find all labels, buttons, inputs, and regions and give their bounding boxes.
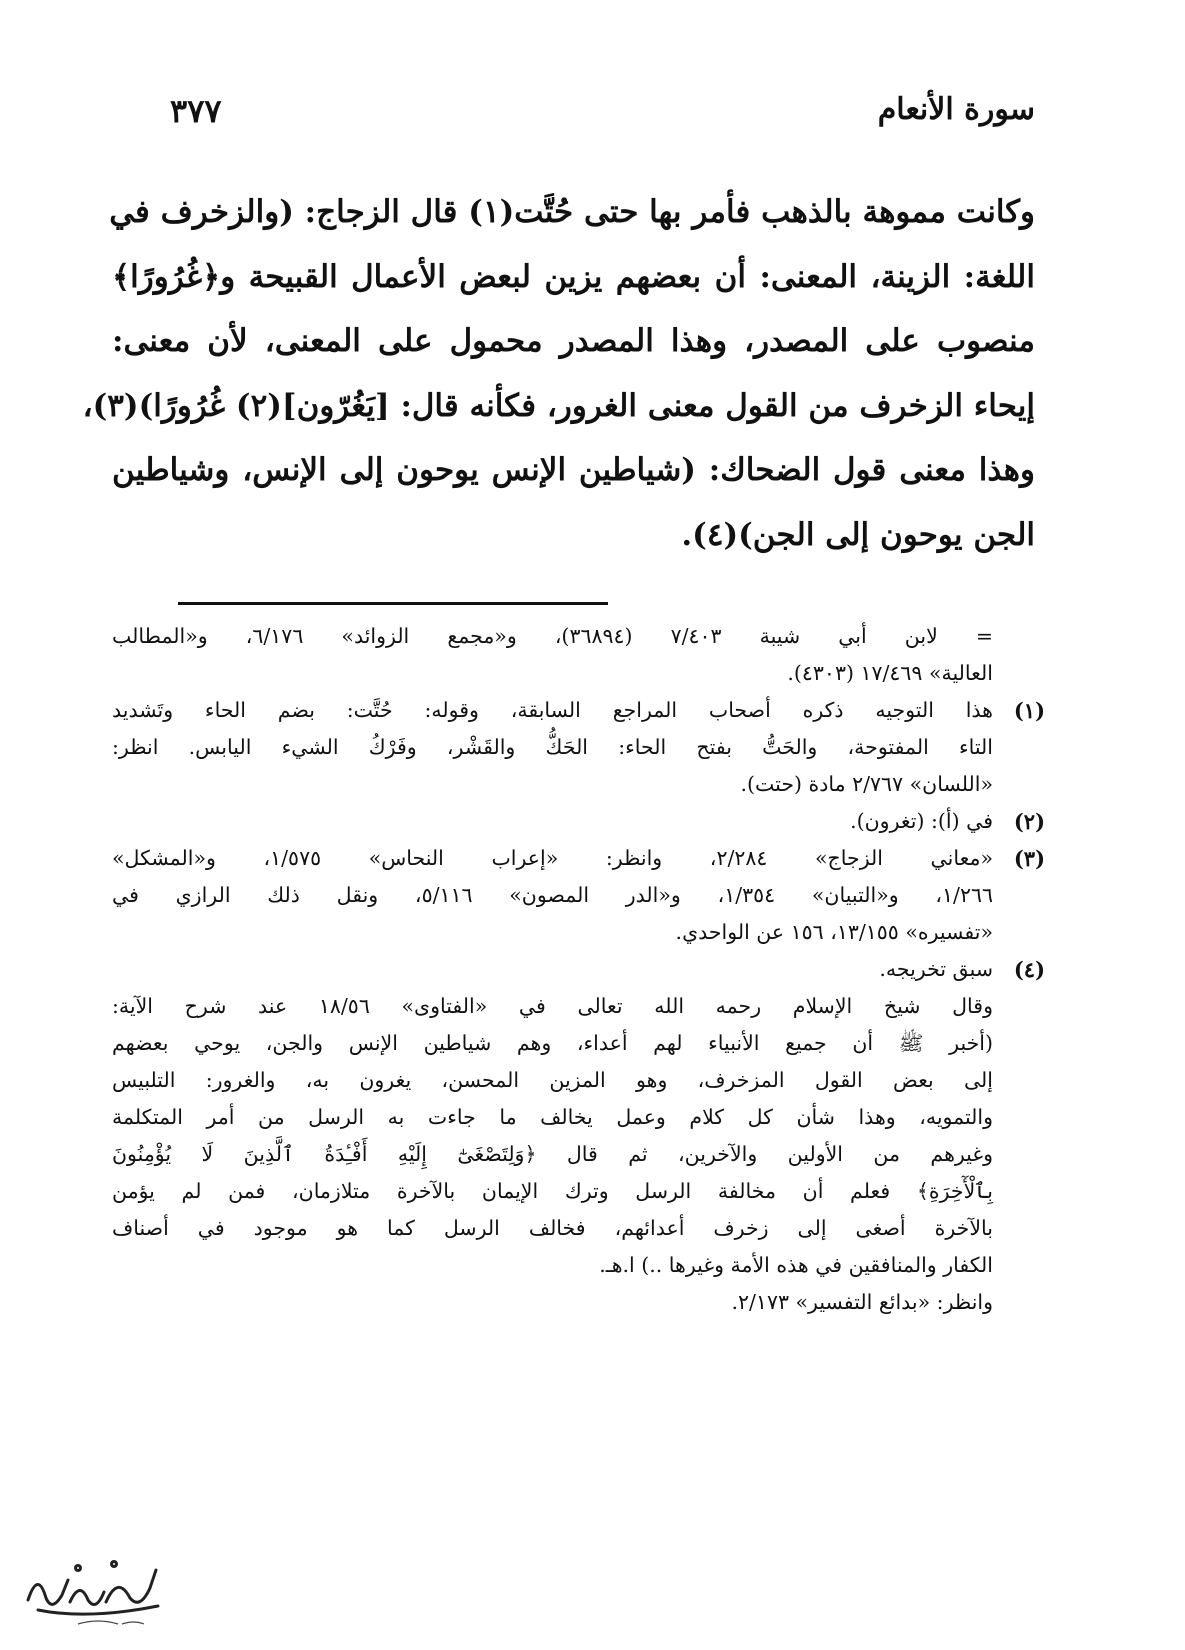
footnote-line: ١/٢٦٦، و«التبيان» ١/٣٥٤، و«الدر المصون» ٥/١١٦، ونقل ذلك الرازي في (112, 883, 993, 907)
page-header (170, 92, 1035, 144)
footnote-number: (٣) (1013, 846, 1045, 871)
footnote-1 (112, 692, 1045, 803)
footnote-line: الكفار والمنافقين في هذه الأمة وغيرها ..) ا.هـ. (599, 1253, 993, 1277)
footnote-line: والتمويه، وهذا شأن كل كلام وعمل يخالف ما جاءت به الرسل من أمر المتكلمة (112, 1105, 993, 1129)
footnote-4-extra (112, 988, 1035, 1321)
footnote-line: سبق تخريجه. (879, 957, 993, 981)
footnote-number: (٢) (1013, 809, 1045, 834)
footnote-line: العالية» ١٧/٤٦٩ (٤٣٠٣). (787, 661, 993, 685)
calligraphy-logo-icon (18, 1540, 168, 1635)
footnote-line: «تفسيره» ١٣/١٥٥، ١٥٦ عن الواحدي. (675, 920, 993, 944)
footnote-line: (أخبر ﷺ أن جميع الأنبياء لهم أعداء، وهم شياطين الإنس والجن، يوحي بعضهم (112, 1031, 993, 1055)
footnote-number: (١) (1013, 698, 1045, 723)
footnote-line: إلى بعض القول المزخرف، وهو المزين المحسن، يغرون به، والغرور: التلبيس (112, 1068, 993, 1092)
footnotes (112, 618, 1045, 1321)
footnote-line: التاء المفتوحة، والحَتُّ بفتح الحاء: الحَكُّ والقَشْر، وفَرْكُ الشيء اليابس. انظر: (112, 735, 993, 759)
main-text-line: وهذا معنى قول الضحاك: (شياطين الإنس يوحون إلى الإنس، وشياطين (112, 452, 1035, 488)
main-text-line: اللغة: الزينة، المعنى: أن بعضهم يزين لبعض الأعمال القبيحة و﴿غُرُورًا﴾ (112, 258, 1035, 295)
main-text (82, 180, 1035, 567)
footnote-2 (112, 803, 1045, 840)
main-text-line: إيحاء الزخرف من القول معنى الغرور، فكأنه قال: [يَغُرّون](٢) غُرُورًا)(٣)، (82, 387, 1035, 424)
main-text-line: وكانت مموهة بالذهب فأمر بها حتى حُتَّت(١) قال الزجاج: (والزخرف في (109, 194, 1035, 230)
page-number: ٣٧٧ (170, 92, 222, 130)
footnote-line: وغيرهم من الأولين والآخرين، ثم قال ﴿وَلِتَصْغَىٰٓ إِلَيْهِ أَفْـِٔدَةُ ٱلَّذِينَ لَا يُؤْمِنُونَ (112, 1142, 993, 1166)
footnote-line: = لابن أبي شيبة ٧/٤٠٣ (٣٦٨٩٤)، و«مجمع الزوائد» ٦/١٧٦، و«المطالب (112, 624, 994, 648)
main-text-line: منصوب على المصدر، وهذا المصدر محمول على المعنى، لأن معنى: (112, 323, 1035, 359)
footnote-line: «اللسان» ٢/٧٦٧ مادة (حتت). (740, 772, 993, 796)
footnote-continuation (112, 618, 1035, 692)
footnote-line: وقال شيخ الإسلام رحمه الله تعالى في «الفتاوى» ١٨/٥٦ عند شرح الآية: (112, 994, 993, 1018)
footnote-line: «معاني الزجاج» ٢/٢٨٤، وانظر: «إعراب النحاس» ١/٥٧٥، و«المشكل» (112, 846, 994, 870)
footnote-line: هذا التوجيه ذكره أصحاب المراجع السابقة، وقوله: حُتَّت: بضم الحاء وتَشديد (112, 698, 993, 722)
main-text-line: الجن يوحون إلى الجن)(٤). (681, 516, 1035, 553)
footnote-line: في (أ): (تغرون). (850, 809, 993, 833)
footnote-3 (112, 840, 1045, 951)
footnote-4 (112, 951, 1045, 988)
footnote-number: (٤) (1013, 957, 1045, 982)
surah-title: سورة الأنعام (877, 92, 1035, 127)
footnote-line: بِٱلْأٓخِرَةِ﴾ فعلم أن مخالفة الرسل وترك الإيمان بالآخرة متلازمان، فمن لم يؤمن (112, 1179, 993, 1203)
footnote-line: وانظر: «بدائع التفسير» ٢/١٧٣. (731, 1290, 993, 1314)
footnote-line: بالآخرة أصغى إلى زخرف أعدائهم، فخالف الرسل كما هو موجود في أصناف (112, 1216, 993, 1240)
footnote-separator (178, 602, 608, 605)
